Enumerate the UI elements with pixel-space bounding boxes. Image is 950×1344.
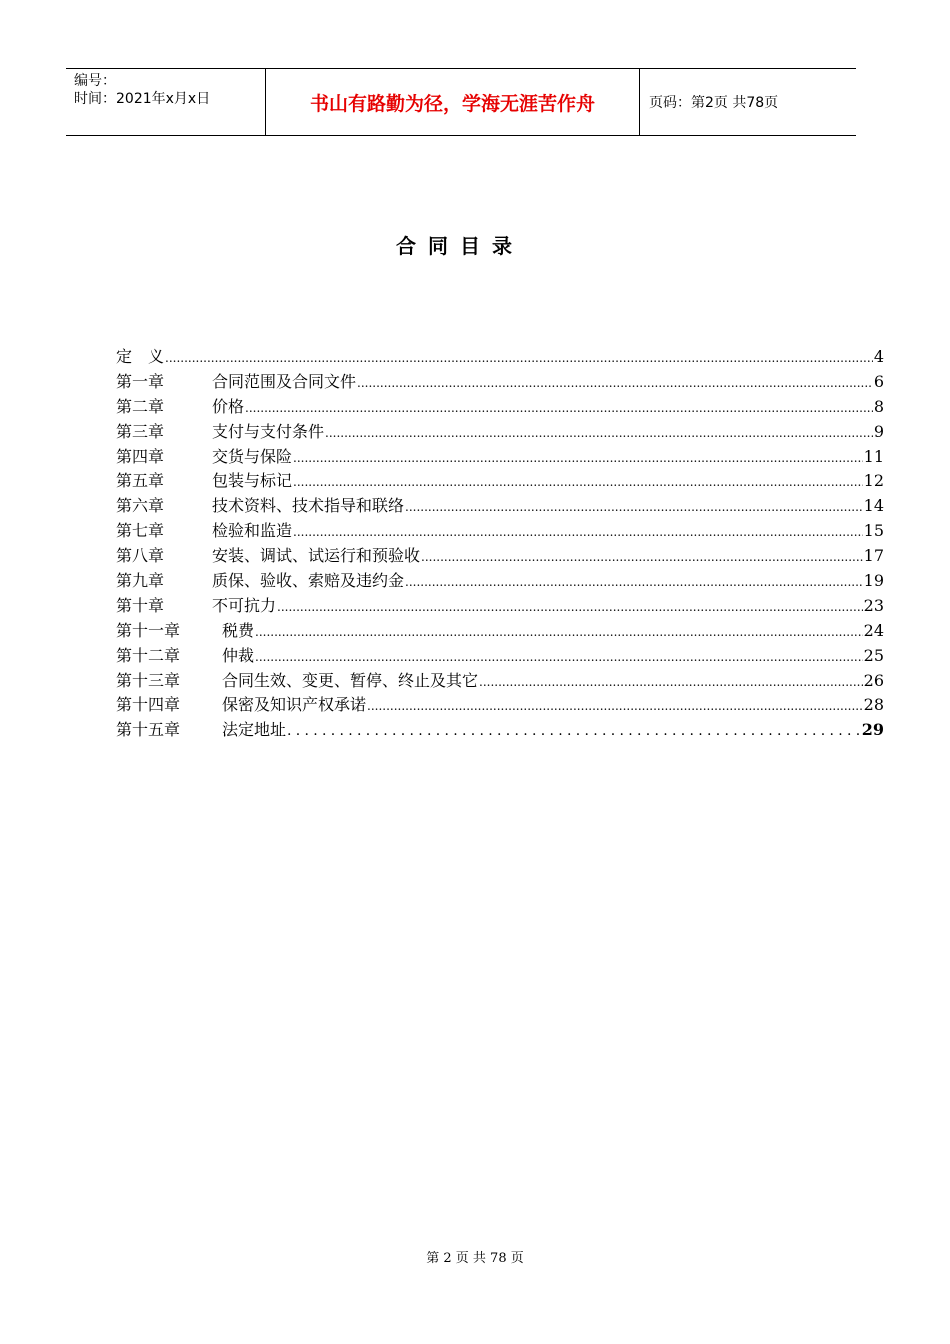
toc-entry[interactable] (116, 493, 884, 518)
toc-page: 8 (873, 396, 884, 416)
toc-page: 24 (863, 620, 884, 640)
header-page-info: 页码：第2页 共78页 (649, 95, 779, 111)
toc-chapter: 第十四章 (116, 695, 181, 715)
toc-entry[interactable] (116, 444, 884, 469)
table-of-contents (116, 344, 884, 742)
toc-leader (325, 426, 873, 440)
toc-title: 技术资料、技术指导和联络 (212, 496, 405, 516)
toc-title: 支付与支付条件 (212, 421, 325, 441)
toc-leader (287, 723, 861, 739)
toc-chapter: 第十五章 (116, 720, 181, 740)
toc-chapter: 定 义 (116, 347, 165, 366)
toc-entry[interactable] (116, 468, 884, 493)
toc-title: 安装、调试、试运行和预验收 (212, 546, 421, 566)
header-motto: 书山有路勤为径，学海无涯苦作舟 (266, 69, 640, 135)
toc-page: 12 (863, 471, 884, 491)
toc-entry[interactable] (116, 668, 884, 693)
toc-page: 19 (863, 571, 884, 591)
toc-leader (421, 550, 863, 564)
toc-title: 仲裁 (222, 645, 255, 665)
toc-chapter: 第五章 (116, 471, 165, 491)
toc-chapter: 第七章 (116, 521, 165, 541)
toc-page: 4 (873, 347, 884, 366)
toc-leader (245, 401, 873, 415)
toc-chapter: 第十一章 (116, 620, 181, 640)
toc-chapter: 第十章 (116, 595, 165, 615)
document-number-label: 编号： (74, 73, 116, 89)
toc-title: 检验和监造 (212, 521, 293, 541)
document-time-label: 时间：2021年x月x日 (74, 91, 211, 107)
toc-entry[interactable] (116, 369, 884, 394)
toc-page: 28 (863, 695, 884, 715)
toc-page: 25 (863, 645, 884, 665)
toc-leader (367, 699, 863, 713)
toc-leader (479, 675, 863, 689)
toc-page: 26 (863, 670, 884, 690)
toc-page: 9 (873, 421, 884, 441)
toc-leader (293, 475, 863, 489)
toc-entry[interactable] (116, 344, 884, 369)
toc-chapter: 第六章 (116, 496, 165, 516)
toc-entry[interactable] (116, 543, 884, 568)
toc-title: 不可抗力 (212, 595, 277, 615)
toc-leader (405, 500, 863, 514)
toc-page: 14 (863, 496, 884, 516)
toc-leader (165, 351, 873, 365)
toc-page: 29 (861, 720, 884, 740)
toc-chapter: 第九章 (116, 571, 165, 591)
toc-entry[interactable] (116, 618, 884, 643)
toc-page: 17 (863, 546, 884, 566)
toc-title: 价格 (212, 396, 245, 416)
toc-chapter: 第八章 (116, 546, 165, 566)
toc-entry[interactable] (116, 568, 884, 593)
toc-title: 税费 (222, 620, 255, 640)
toc-leader (277, 600, 863, 614)
toc-page: 11 (863, 446, 884, 466)
toc-entry[interactable] (116, 717, 884, 742)
toc-title: 质保、验收、索赔及违约金 (212, 571, 405, 591)
toc-entry[interactable] (116, 394, 884, 419)
toc-title: 合同范围及合同文件 (212, 371, 357, 391)
toc-entry[interactable] (116, 518, 884, 543)
toc-entry[interactable] (116, 593, 884, 618)
toc-page: 23 (863, 595, 884, 615)
toc-chapter: 第二章 (116, 396, 165, 416)
toc-entry[interactable] (116, 692, 884, 717)
toc-chapter: 第四章 (116, 446, 165, 466)
toc-chapter: 第三章 (116, 421, 165, 441)
header-meta (66, 69, 266, 135)
toc-leader (293, 451, 863, 465)
toc-chapter: 第十三章 (116, 670, 181, 690)
toc-title: 包装与标记 (212, 471, 293, 491)
toc-leader (293, 525, 863, 539)
toc-title: 保密及知识产权承诺 (222, 695, 367, 715)
toc-chapter: 第一章 (116, 371, 165, 391)
toc-title: 合同生效、变更、暂停、终止及其它 (222, 670, 479, 690)
toc-leader (255, 625, 863, 639)
toc-leader (255, 650, 863, 664)
toc-leader (405, 575, 863, 589)
page-title: 合同目录 (396, 234, 524, 258)
page-footer: 第 2 页 共 78 页 (426, 1251, 524, 1266)
toc-entry[interactable] (116, 643, 884, 668)
toc-entry[interactable] (116, 419, 884, 444)
toc-title: 交货与保险 (212, 446, 293, 466)
page-header (66, 68, 856, 136)
toc-title: 法定地址 (222, 720, 287, 740)
toc-page: 6 (873, 371, 884, 391)
toc-page: 15 (863, 521, 884, 541)
toc-leader (357, 376, 873, 390)
toc-chapter: 第十二章 (116, 645, 181, 665)
